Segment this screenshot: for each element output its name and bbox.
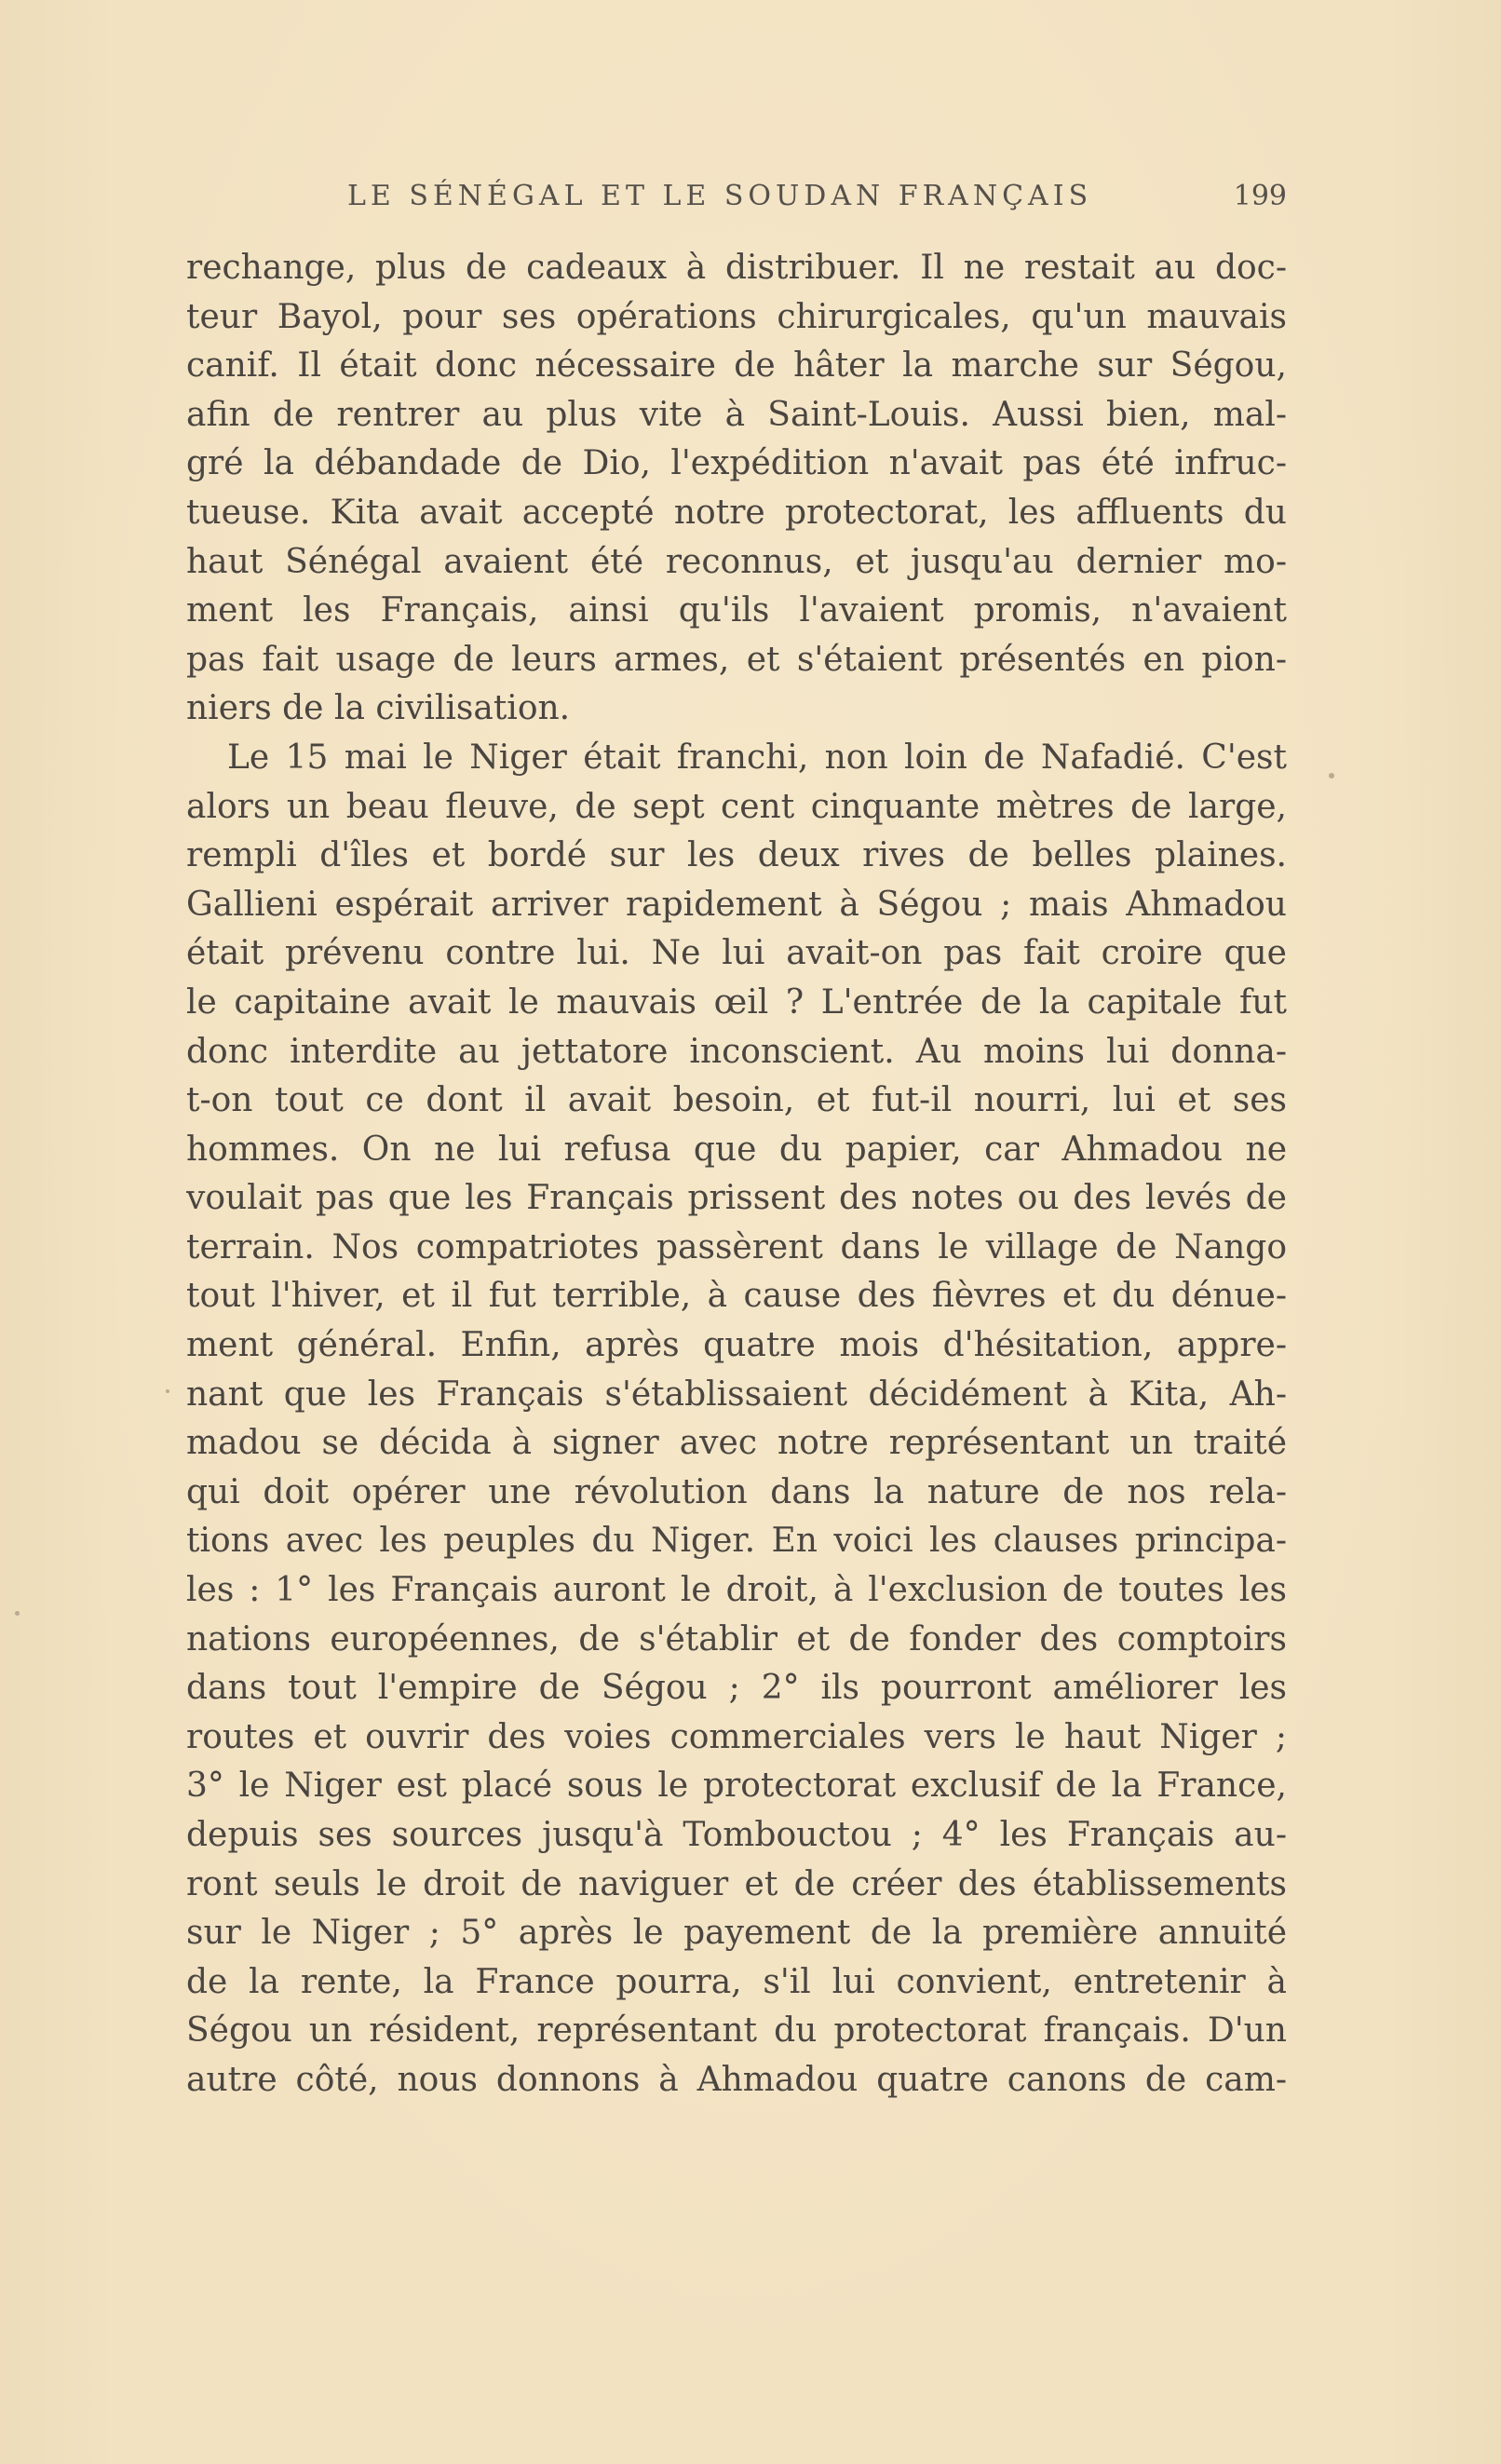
- text-line: depuis ses sources jusqu'à Tombouctou ; 4° les Français au-: [186, 1816, 1287, 1854]
- text-line: de la rente, la France pourra, s'il lui convient, entretenir à: [186, 1962, 1287, 2001]
- text-line: ment les Français, ainsi qu'ils l'avaient promis, n'avaient: [186, 591, 1287, 630]
- text-line: canif. Il était donc nécessaire de hâter la marche sur Ségou,: [186, 346, 1287, 386]
- text-line: tions avec les peuples du Niger. En voici les clauses principa-: [186, 1522, 1287, 1561]
- paragraph-start-line: Le 15 mai le Niger était franchi, non loin de Nafadié. C'est: [227, 738, 1287, 777]
- text-line: t-on tout ce dont il avait besoin, et fut-il nourri, lui et ses: [186, 1081, 1287, 1120]
- text-line: qui doit opérer une révolution dans la nature de nos rela-: [186, 1472, 1287, 1511]
- ink-speck: [166, 1389, 169, 1393]
- text-line: gré la débandade de Dio, l'expédition n'avait pas été infruc-: [186, 444, 1287, 483]
- body-text: [186, 244, 1287, 2105]
- text-line: tout l'hiver, et il fut terrible, à cause des fièvres et du dénue-: [186, 1277, 1287, 1316]
- text-line: sur le Niger ; 5° après le payement de la première annuité: [186, 1914, 1287, 1953]
- text-line: le capitaine avait le mauvais œil ? L'entrée de la capitale fut: [186, 982, 1287, 1022]
- text-line: ront seuls le droit de naviguer et de créer des établissements: [186, 1864, 1287, 1903]
- text-line: donc interdite au jettatore inconscient. Au moins lui donna-: [186, 1032, 1287, 1071]
- text-line: madou se décida à signer avec notre représentant un traité: [186, 1424, 1287, 1463]
- text-line: rempli d'îles et bordé sur les deux rives de belles plaines.: [186, 836, 1287, 875]
- text-line: Ségou un résident, représentant du protectorat français. D'un: [186, 2011, 1287, 2051]
- ink-speck: [15, 1611, 20, 1616]
- ink-speck: [1329, 773, 1334, 778]
- running-title: LE SÉNÉGAL ET LE SOUDAN FRANÇAIS: [347, 180, 1093, 212]
- text-line: niers de la civilisation.: [186, 689, 571, 728]
- text-line: nations européennes, de s'établir et de fonder des comptoirs: [186, 1619, 1287, 1658]
- page-number: 199: [1233, 180, 1287, 212]
- text-line: alors un beau fleuve, de sept cent cinquante mètres de large,: [186, 787, 1287, 826]
- text-line: afin de rentrer au plus vite à Saint-Louis. Aussi bien, mal-: [186, 395, 1287, 434]
- text-line: ment général. Enfin, après quatre mois d'hésitation, appre-: [186, 1326, 1287, 1365]
- text-line: terrain. Nos compatriotes passèrent dans le village de Nango: [186, 1227, 1287, 1266]
- text-line: était prévenu contre lui. Ne lui avait-on pas fait croire que: [186, 934, 1287, 973]
- text-line: Gallieni espérait arriver rapidement à Ségou ; mais Ahmadou: [186, 885, 1287, 924]
- text-line: pas fait usage de leurs armes, et s'étaient présentés en pion-: [186, 640, 1287, 679]
- text-line: tueuse. Kita avait accepté notre protectorat, les affluents du: [186, 493, 1287, 532]
- text-line: haut Sénégal avaient été reconnus, et jusqu'au dernier mo-: [186, 542, 1287, 581]
- text-line: les : 1° les Français auront le droit, à l'exclusion de toutes les: [186, 1571, 1287, 1610]
- text-line: 3° le Niger est placé sous le protectorat exclusif de la France,: [186, 1767, 1287, 1806]
- text-line: nant que les Français s'établissaient décidément à Kita, Ah-: [186, 1374, 1287, 1414]
- text-line: rechange, plus de cadeaux à distribuer. Il ne restait au doc-: [186, 249, 1287, 287]
- text-line: teur Bayol, pour ses opérations chirurgicales, qu'un mauvais: [186, 297, 1287, 336]
- text-line: routes et ouvrir des voies commerciales vers le haut Niger ;: [186, 1717, 1287, 1756]
- running-head: [186, 180, 1287, 217]
- text-line: hommes. On ne lui refusa que du papier, car Ahmadou ne: [186, 1130, 1287, 1169]
- text-line: dans tout l'empire de Ségou ; 2° ils pourront améliorer les: [186, 1669, 1287, 1708]
- text-line: autre côté, nous donnons à Ahmadou quatre canons de cam-: [186, 2060, 1287, 2099]
- text-line: voulait pas que les Français prissent des notes ou des levés de: [186, 1179, 1287, 1218]
